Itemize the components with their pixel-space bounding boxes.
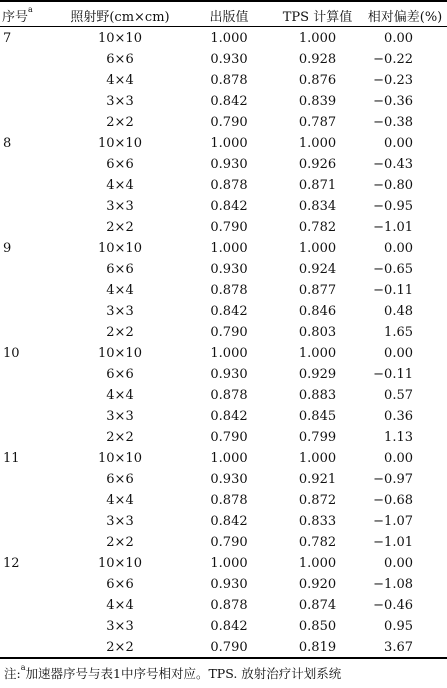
cell-field-size: 10×10 xyxy=(98,31,142,46)
cell-tps-value: 1.000 xyxy=(298,136,337,151)
table-row xyxy=(0,469,447,490)
cell-accelerator-id xyxy=(0,91,54,112)
cell-field-size: 2×2 xyxy=(106,640,134,655)
table-footnote xyxy=(4,664,447,682)
table-row xyxy=(0,574,447,595)
cell-relative-deviation: 0.48 xyxy=(384,304,413,319)
cell-field-size: 3×3 xyxy=(106,199,134,214)
cell-field-size: 10×10 xyxy=(98,241,142,256)
footnote-prefix: 注: xyxy=(4,666,21,681)
footnote-text: 加速器序号与表1中序号相对应。TPS. 放射治疗计划系统 xyxy=(25,666,342,681)
cell-tps-value: 1.000 xyxy=(298,241,337,256)
cell-accelerator-id xyxy=(0,427,54,448)
cell-field-size: 10×10 xyxy=(98,346,142,361)
cell-field-size: 4×4 xyxy=(106,178,134,193)
footnote-mark: a xyxy=(20,663,26,672)
cell-accelerator-id: 9 xyxy=(3,241,12,256)
cell-accelerator-id xyxy=(0,217,54,238)
cell-published-value: 0.878 xyxy=(210,178,248,193)
table-row xyxy=(0,154,447,175)
cell-accelerator-id xyxy=(0,70,54,91)
cell-relative-deviation: −0.65 xyxy=(373,262,413,277)
cell-relative-deviation: −0.38 xyxy=(373,115,413,130)
cell-accelerator-id xyxy=(0,322,54,343)
cell-accelerator-id xyxy=(0,175,54,196)
cell-accelerator-id: 12 xyxy=(3,556,20,571)
cell-field-size: 10×10 xyxy=(98,556,142,571)
cell-relative-deviation: 0.00 xyxy=(384,556,413,571)
cell-relative-deviation: −0.23 xyxy=(373,73,413,88)
cell-tps-value: 0.871 xyxy=(298,178,337,193)
cell-tps-value: 0.782 xyxy=(298,220,337,235)
cell-field-size: 2×2 xyxy=(106,430,134,445)
cell-relative-deviation: −0.68 xyxy=(373,493,413,508)
table-row xyxy=(0,196,447,217)
cell-accelerator-id xyxy=(0,49,54,70)
table-row xyxy=(0,427,447,448)
cell-relative-deviation: −0.80 xyxy=(373,178,413,193)
cell-accelerator-id xyxy=(0,595,54,616)
cell-published-value: 0.842 xyxy=(210,514,248,529)
cell-published-value: 0.878 xyxy=(210,388,248,403)
cell-published-value: 0.930 xyxy=(210,472,248,487)
table-row xyxy=(0,343,447,364)
cell-published-value: 0.790 xyxy=(210,430,248,445)
table-row xyxy=(0,616,447,637)
table-row xyxy=(0,112,447,133)
cell-relative-deviation: −0.36 xyxy=(373,94,413,109)
cell-relative-deviation: 0.36 xyxy=(384,409,413,424)
cell-field-size: 6×6 xyxy=(106,52,134,67)
cell-accelerator-id xyxy=(0,469,54,490)
cell-field-size: 4×4 xyxy=(106,73,134,88)
cell-field-size: 2×2 xyxy=(106,220,134,235)
cell-accelerator-id: 8 xyxy=(3,136,12,151)
cell-published-value: 0.878 xyxy=(210,73,248,88)
cell-relative-deviation: −0.46 xyxy=(373,598,413,613)
cell-accelerator-id xyxy=(0,616,54,637)
cell-tps-value: 0.850 xyxy=(298,619,337,634)
cell-field-size: 4×4 xyxy=(106,283,134,298)
table-bottom-rule xyxy=(0,657,447,659)
cell-tps-value: 0.834 xyxy=(298,199,337,214)
table-row xyxy=(0,217,447,238)
cell-tps-value: 0.872 xyxy=(298,493,337,508)
cell-published-value: 0.930 xyxy=(210,157,248,172)
cell-published-value: 0.930 xyxy=(210,367,248,382)
header-id-footnote-mark: a xyxy=(28,4,33,14)
table-row xyxy=(0,133,447,154)
cell-tps-value: 0.921 xyxy=(298,472,337,487)
cell-field-size: 4×4 xyxy=(106,388,134,403)
cell-field-size: 3×3 xyxy=(106,304,134,319)
cell-accelerator-id xyxy=(0,259,54,280)
cell-relative-deviation: 0.00 xyxy=(384,241,413,256)
cell-published-value: 1.000 xyxy=(210,31,248,46)
header-relative-deviation: 相对偏差(%) xyxy=(367,9,443,25)
header-published-value: 出版值 xyxy=(209,9,249,25)
cell-relative-deviation: 0.95 xyxy=(384,619,413,634)
cell-tps-value: 0.876 xyxy=(298,73,337,88)
cell-field-size: 4×4 xyxy=(106,598,134,613)
cell-published-value: 0.790 xyxy=(210,325,248,340)
cell-field-size: 2×2 xyxy=(106,115,134,130)
cell-published-value: 1.000 xyxy=(210,346,248,361)
cell-published-value: 0.790 xyxy=(210,115,248,130)
cell-published-value: 0.842 xyxy=(210,94,248,109)
cell-published-value: 0.930 xyxy=(210,577,248,592)
cell-accelerator-id xyxy=(0,511,54,532)
cell-accelerator-id: 11 xyxy=(3,451,20,466)
cell-published-value: 0.878 xyxy=(210,283,248,298)
table-row xyxy=(0,238,447,259)
cell-field-size: 10×10 xyxy=(98,136,142,151)
cell-relative-deviation: −0.97 xyxy=(373,472,413,487)
header-id-label: 序号 xyxy=(2,9,29,25)
cell-relative-deviation: 1.13 xyxy=(384,430,413,445)
table-row xyxy=(0,511,447,532)
table-row xyxy=(0,91,447,112)
table-row xyxy=(0,364,447,385)
cell-accelerator-id xyxy=(0,637,54,658)
cell-published-value: 0.790 xyxy=(210,640,248,655)
cell-relative-deviation: −1.07 xyxy=(373,514,413,529)
cell-field-size: 4×4 xyxy=(106,493,134,508)
cell-field-size: 6×6 xyxy=(106,472,134,487)
cell-field-size: 3×3 xyxy=(106,514,134,529)
cell-published-value: 0.790 xyxy=(210,220,248,235)
cell-tps-value: 1.000 xyxy=(298,451,337,466)
cell-published-value: 0.878 xyxy=(210,598,248,613)
header-id xyxy=(0,4,54,26)
cell-accelerator-id xyxy=(0,385,54,406)
cell-relative-deviation: 0.00 xyxy=(384,31,413,46)
cell-relative-deviation: 0.57 xyxy=(384,388,413,403)
cell-tps-value: 0.782 xyxy=(298,535,337,550)
table-body xyxy=(0,28,447,658)
cell-tps-value: 0.924 xyxy=(298,262,337,277)
cell-tps-value: 0.787 xyxy=(298,115,337,130)
cell-published-value: 1.000 xyxy=(210,556,248,571)
header-row xyxy=(0,4,447,26)
cell-published-value: 0.930 xyxy=(210,52,248,67)
cell-relative-deviation: −0.95 xyxy=(373,199,413,214)
cell-tps-value: 0.845 xyxy=(298,409,337,424)
cell-relative-deviation: −0.11 xyxy=(373,283,413,298)
cell-accelerator-id xyxy=(0,574,54,595)
cell-field-size: 2×2 xyxy=(106,325,134,340)
cell-published-value: 1.000 xyxy=(210,136,248,151)
cell-published-value: 1.000 xyxy=(210,241,248,256)
cell-tps-value: 0.839 xyxy=(298,94,337,109)
cell-field-size: 2×2 xyxy=(106,535,134,550)
cell-relative-deviation: 1.65 xyxy=(384,325,413,340)
table-row xyxy=(0,49,447,70)
cell-accelerator-id xyxy=(0,364,54,385)
cell-tps-value: 0.846 xyxy=(298,304,337,319)
cell-relative-deviation: −0.43 xyxy=(373,157,413,172)
cell-published-value: 0.878 xyxy=(210,493,248,508)
table-row xyxy=(0,70,447,91)
table-header-rule xyxy=(0,26,447,27)
table-row xyxy=(0,448,447,469)
table-row xyxy=(0,322,447,343)
cell-accelerator-id xyxy=(0,532,54,553)
cell-tps-value: 1.000 xyxy=(298,31,337,46)
cell-field-size: 10×10 xyxy=(98,451,142,466)
cell-tps-value: 0.833 xyxy=(298,514,337,529)
table-row xyxy=(0,28,447,49)
cell-relative-deviation: −1.08 xyxy=(373,577,413,592)
cell-accelerator-id: 7 xyxy=(3,31,12,46)
table-row xyxy=(0,280,447,301)
header-field-size: 照射野(cm×cm) xyxy=(70,9,170,25)
cell-relative-deviation: −1.01 xyxy=(373,220,413,235)
cell-tps-value: 0.799 xyxy=(298,430,337,445)
table-header xyxy=(0,4,447,26)
cell-tps-value: 1.000 xyxy=(298,346,337,361)
cell-field-size: 3×3 xyxy=(106,619,134,634)
cell-relative-deviation: 0.00 xyxy=(384,136,413,151)
table-row xyxy=(0,637,447,658)
cell-field-size: 3×3 xyxy=(106,94,134,109)
cell-tps-value: 0.874 xyxy=(298,598,337,613)
header-tps-value: TPS 计算值 xyxy=(282,9,353,25)
table-row xyxy=(0,553,447,574)
cell-relative-deviation: 0.00 xyxy=(384,346,413,361)
cell-published-value: 0.842 xyxy=(210,619,248,634)
cell-accelerator-id xyxy=(0,280,54,301)
cell-tps-value: 0.877 xyxy=(298,283,337,298)
cell-relative-deviation: 3.67 xyxy=(384,640,413,655)
cell-tps-value: 1.000 xyxy=(298,556,337,571)
table-row xyxy=(0,532,447,553)
cell-relative-deviation: −0.11 xyxy=(373,367,413,382)
table-row xyxy=(0,259,447,280)
cell-field-size: 6×6 xyxy=(106,577,134,592)
cell-relative-deviation: 0.00 xyxy=(384,451,413,466)
cell-field-size: 6×6 xyxy=(106,262,134,277)
cell-field-size: 6×6 xyxy=(106,367,134,382)
cell-published-value: 1.000 xyxy=(210,451,248,466)
cell-field-size: 3×3 xyxy=(106,409,134,424)
cell-tps-value: 0.920 xyxy=(298,577,337,592)
cell-published-value: 0.842 xyxy=(210,199,248,214)
cell-accelerator-id xyxy=(0,196,54,217)
cell-relative-deviation: −1.01 xyxy=(373,535,413,550)
cell-accelerator-id xyxy=(0,490,54,511)
table-row xyxy=(0,490,447,511)
cell-accelerator-id xyxy=(0,301,54,322)
cell-published-value: 0.930 xyxy=(210,262,248,277)
cell-tps-value: 0.926 xyxy=(298,157,337,172)
cell-tps-value: 0.883 xyxy=(298,388,337,403)
cell-accelerator-id xyxy=(0,154,54,175)
table-row xyxy=(0,406,447,427)
cell-accelerator-id: 10 xyxy=(3,346,20,361)
table-row xyxy=(0,301,447,322)
cell-tps-value: 0.929 xyxy=(298,367,337,382)
cell-field-size: 6×6 xyxy=(106,157,134,172)
cell-accelerator-id xyxy=(0,112,54,133)
cell-accelerator-id xyxy=(0,406,54,427)
cell-published-value: 0.842 xyxy=(210,304,248,319)
table-row xyxy=(0,595,447,616)
cell-tps-value: 0.803 xyxy=(298,325,337,340)
table-row xyxy=(0,175,447,196)
cell-tps-value: 0.928 xyxy=(298,52,337,67)
cell-published-value: 0.790 xyxy=(210,535,248,550)
cell-relative-deviation: −0.22 xyxy=(373,52,413,67)
cell-tps-value: 0.819 xyxy=(298,640,337,655)
table-row xyxy=(0,385,447,406)
cell-published-value: 0.842 xyxy=(210,409,248,424)
table-top-rule xyxy=(0,0,447,2)
